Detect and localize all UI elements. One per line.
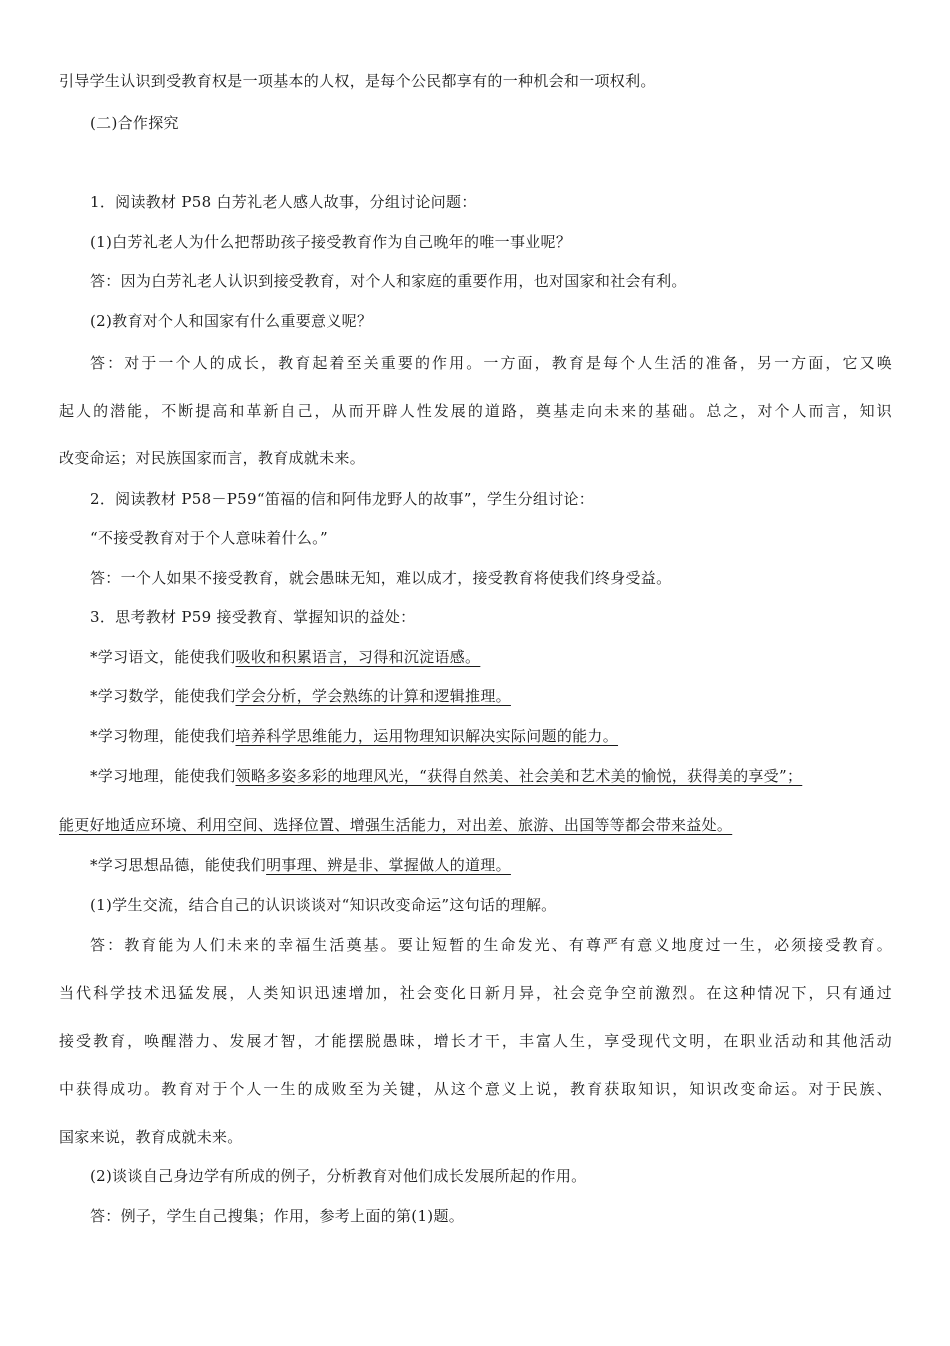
- benefit-subject: *学习语文，能使我们: [90, 648, 236, 666]
- benefit-item: [90, 647, 480, 667]
- benefit-underlined: 学会分析，学会熟练的计算和逻辑推理。: [235, 687, 511, 705]
- benefit-subject: *学习数学，能使我们: [90, 687, 236, 705]
- sub-question: (1)白芳礼老人为什么把帮助孩子接受教育作为自己晚年的唯一事业呢？: [90, 233, 572, 251]
- benefit-item: [90, 855, 511, 875]
- paragraph-line: 引导学生认识到受教育权是一项基本的人权，是每个公民都享有的一种机会和一项权利。: [59, 72, 656, 90]
- answer-line: 接受教育，唤醒潜力、发展才智，才能摆脱愚昧，增长才干，丰富人生，享受现代文明，在职业活动和其他活动: [59, 1032, 892, 1050]
- benefit-underlined: 领略多姿多彩的地理风光，“获得自然美、社会美和艺术美的愉悦，获得美的享受”；: [235, 767, 803, 785]
- sub-question: (2)教育对个人和国家有什么重要意义呢？: [90, 312, 373, 330]
- section-heading: (二)合作探究: [90, 114, 179, 132]
- sub-question: (2)谈谈自己身边学有所成的例子，分析教育对他们成长发展所起的作用。: [90, 1167, 587, 1185]
- benefit-underlined: 吸收和积累语言，习得和沉淀语感。: [235, 648, 481, 666]
- benefit-subject: *学习物理，能使我们: [90, 727, 236, 745]
- quote-line: “不接受教育对于个人意味着什么。”: [90, 529, 328, 547]
- answer-line: 当代科学技术迅猛发展，人类知识迅速增加，社会变化日新月异，社会竞争空前激烈。在这种情况下，只有通过: [59, 984, 892, 1002]
- answer-line: 起人的潜能，不断提高和革新自己，从而开辟人性发展的道路，奠基走向未来的基础。总之，对个人而言，知识: [59, 402, 892, 420]
- benefit-underlined: 培养科学思维能力，运用物理知识解决实际问题的能力。: [235, 727, 619, 745]
- question-heading: 3．思考教材 P59 接受教育、掌握知识的益处：: [90, 608, 416, 626]
- sub-question: (1)学生交流，结合自己的认识谈谈对“知识改变命运”这句话的理解。: [90, 896, 557, 914]
- answer-line: 国家来说，教育成就未来。: [59, 1128, 243, 1146]
- benefit-continuation: 能更好地适应环境、利用空间、选择位置、增强生活能力，对出差、旅游、出国等等都会带来益处。: [59, 816, 733, 834]
- benefit-item: [90, 766, 802, 786]
- answer-line: 答：一个人如果不接受教育，就会愚昧无知，难以成才，接受教育将使我们终身受益。: [90, 569, 672, 587]
- benefit-item: [90, 726, 618, 746]
- answer-line: 答：对于一个人的成长，教育起着至关重要的作用。一方面，教育是每个人生活的准备，另一方面，它又唤: [90, 354, 892, 372]
- question-heading: 1．阅读教材 P58 白芳礼老人感人故事，分组讨论问题：: [90, 193, 477, 211]
- answer-line: 答：例子，学生自己搜集；作用，参考上面的第(1)题。: [90, 1207, 465, 1225]
- answer-line: 中获得成功。教育对于个人一生的成败至为关键，从这个意义上说，教育获取知识，知识改变命运。对于民族、: [59, 1080, 892, 1098]
- benefit-subject: *学习思想品德，能使我们: [90, 856, 267, 874]
- benefit-item: [90, 686, 511, 706]
- answer-line: 答：因为白芳礼老人认识到接受教育，对个人和家庭的重要作用，也对国家和社会有利。: [90, 272, 687, 290]
- answer-line: 改变命运；对民族国家而言，教育成就未来。: [59, 449, 366, 467]
- answer-line: 答：教育能为人们未来的幸福生活奠基。要让短暂的生命发光、有尊严有意义地度过一生，必须接受教育。: [90, 936, 892, 954]
- benefit-underlined: 明事理、辨是非、掌握做人的道理。: [266, 856, 511, 874]
- benefit-subject: *学习地理，能使我们: [90, 767, 236, 785]
- question-heading: 2．阅读教材 P58－P59“笛福的信和阿伟龙野人的故事”，学生分组讨论：: [90, 490, 595, 508]
